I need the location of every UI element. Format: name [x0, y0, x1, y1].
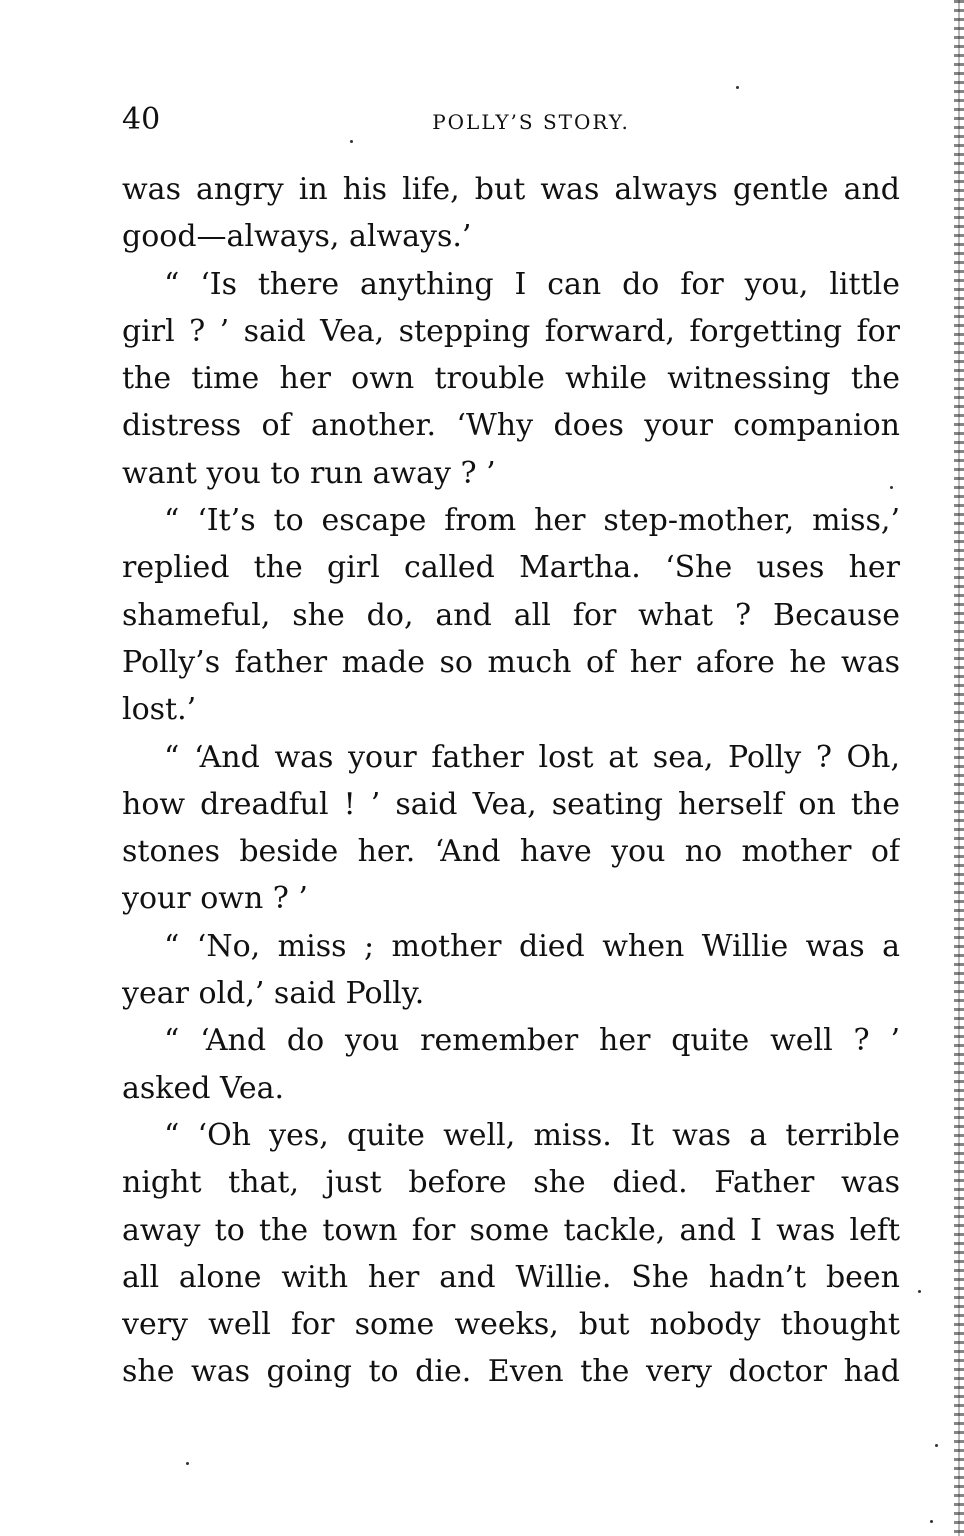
text-line: want you to run away ? ’ [122, 455, 496, 491]
text-line: your own ? ’ [122, 881, 308, 917]
scan-speck [918, 1290, 921, 1293]
scan-speck [186, 1462, 189, 1465]
text-line: Polly’s father made so much of her afore he was [122, 644, 900, 680]
scan-speck [930, 1520, 933, 1523]
text-line: “ ‘And do you remember her quite well ? ’ [164, 1023, 900, 1059]
page-number: 40 [122, 102, 161, 137]
text-line: she was going to die. Even the very doctor had [122, 1354, 900, 1390]
text-line: “ ‘No, miss ; mother died when Willie was a [164, 928, 900, 964]
page-header [122, 100, 900, 140]
text-line: lost.’ [122, 692, 197, 728]
scan-speck [736, 86, 739, 89]
text-line: year old,’ said Polly. [122, 976, 425, 1012]
text-line: distress of another. ‘Why does your companion [122, 408, 900, 444]
text-line: away to the town for some tackle, and I was left [122, 1212, 900, 1248]
scan-speck [890, 486, 893, 489]
text-line: very well for some weeks, but nobody thought [122, 1307, 900, 1343]
page-edge-line [958, 0, 960, 1536]
running-head: POLLY’S STORY. [432, 110, 630, 134]
text-line: replied the girl called Martha. ‘She uses her [122, 550, 900, 586]
text-line: “ ‘It’s to escape from her step-mother, miss,’ [164, 503, 900, 539]
text-line: “ ‘Is there anything I can do for you, little [164, 266, 900, 302]
text-line: “ ‘And was your father lost at sea, Polly ? Oh, [164, 739, 900, 775]
body-text [122, 166, 900, 1396]
text-line: all alone with her and Willie. She hadn’t been [122, 1259, 900, 1295]
scan-speck [935, 1444, 938, 1447]
text-line: “ ‘Oh yes, quite well, miss. It was a terrible [164, 1117, 900, 1153]
text-line: shameful, she do, and all for what ? Because [122, 597, 900, 633]
scan-speck [350, 140, 353, 143]
text-line: asked Vea. [122, 1070, 285, 1106]
text-line: good—always, always.’ [122, 219, 472, 255]
text-line: night that, just before she died. Father was [122, 1165, 900, 1201]
text-line: girl ? ’ said Vea, stepping forward, forgetting for [122, 313, 900, 349]
text-line: the time her own trouble while witnessing the [122, 361, 900, 397]
text-line: how dreadful ! ’ said Vea, seating herself on the [122, 786, 900, 822]
text-line: was angry in his life, but was always gentle and [122, 172, 900, 207]
text-line: stones beside her. ‘And have you no mother of [122, 834, 900, 870]
